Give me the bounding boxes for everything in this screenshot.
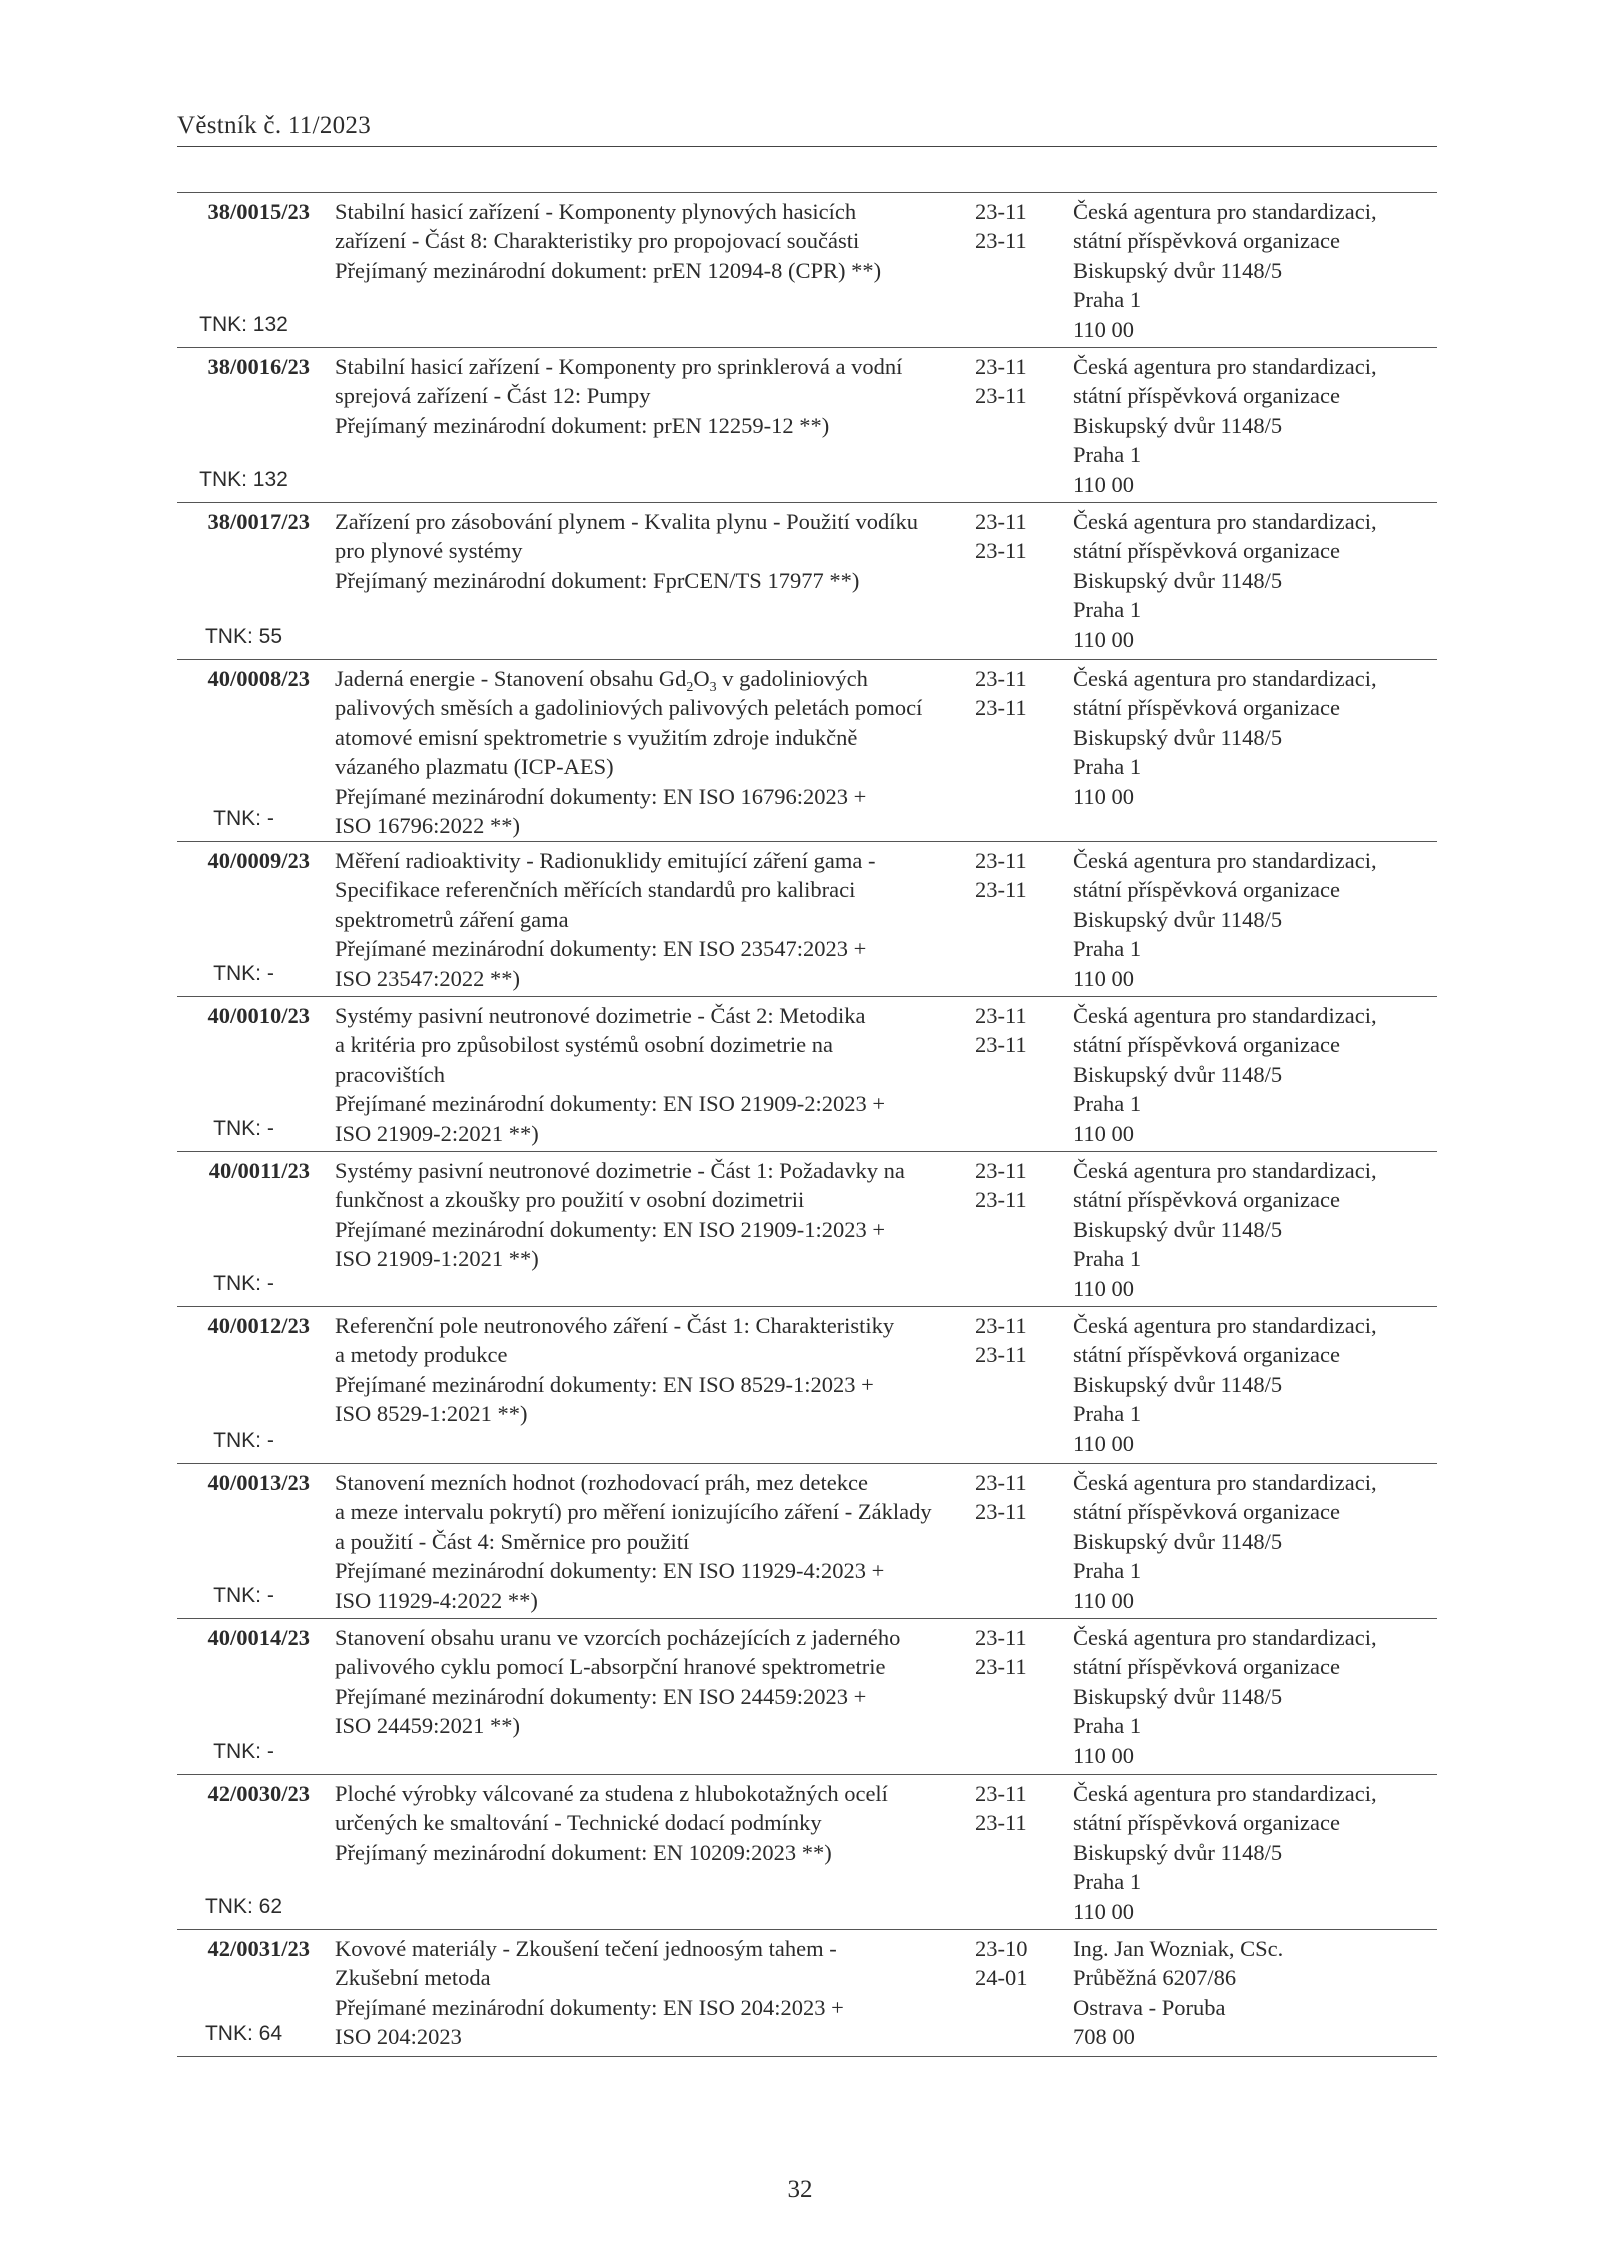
title-line: Přejímané mezinárodní dokumenty: EN ISO 16796:2023 + (335, 783, 867, 809)
code-cell (177, 352, 310, 502)
date-value: 23-11 (975, 1032, 1027, 1058)
dates-cell (966, 197, 1068, 347)
title-text-part: v gadoliniových (716, 666, 868, 691)
date-value: 23-11 (975, 1499, 1027, 1525)
address-line: státní příspěvková organizace (1073, 1342, 1340, 1368)
title-line: a kritéria pro způsobilost systémů osobní dozimetrie na (335, 1032, 834, 1058)
title-line: Přejímané mezinárodní dokumenty: EN ISO 24459:2023 + (335, 1683, 867, 1709)
code-cell (177, 1001, 310, 1151)
page-header-title: Věstník č. 11/2023 (177, 112, 372, 139)
tnk-label: TNK: - (213, 1428, 274, 1452)
date-value: 23-11 (975, 199, 1027, 224)
title-line: vázaného plazmatu (ICP-AES) (335, 754, 614, 780)
address-line: Česká agentura pro standardizaci, (1073, 1158, 1377, 1183)
title-line: Přejímané mezinárodní dokumenty: EN ISO 21909-1:2023 + (335, 1216, 886, 1242)
title-line: spektrometrů záření gama (335, 906, 569, 932)
dates-cell (966, 664, 1068, 841)
tnk-label: TNK: - (213, 1116, 274, 1140)
date-value: 23-11 (975, 1810, 1027, 1836)
address-line: Biskupský dvůr 1148/5 (1073, 1216, 1283, 1242)
tnk-label: TNK: - (213, 1739, 274, 1763)
title-cell (310, 1156, 966, 1306)
title-line: Ploché výrobky válcované za studena z hlubokotažných ocelí (335, 1781, 888, 1806)
address-line: státní příspěvková organizace (1073, 1810, 1340, 1836)
address-line: 110 00 (1073, 1742, 1135, 1768)
title-text-part: Jaderná energie - Stanovení obsahu Gd (335, 666, 687, 691)
date-value: 23-11 (975, 1625, 1027, 1650)
table-row (177, 503, 1437, 660)
date-value: 23-11 (975, 666, 1027, 691)
code-cell (177, 1623, 310, 1774)
address-line: státní příspěvková organizace (1073, 695, 1340, 721)
address-line: státní příspěvková organizace (1073, 1499, 1340, 1525)
address-line: Praha 1 (1073, 936, 1142, 962)
dates-cell (966, 507, 1068, 659)
address-line: Praha 1 (1073, 1869, 1142, 1895)
date-value: 23-11 (975, 877, 1027, 903)
title-line: ISO 204:2023 (335, 2024, 462, 2050)
address-line: státní příspěvková organizace (1073, 877, 1340, 903)
address-cell (1068, 846, 1437, 996)
date-value: 23-11 (975, 1158, 1027, 1183)
title-line: funkčnost a zkoušky pro použití v osobní dozimetrii (335, 1187, 805, 1213)
title-line: Kovové materiály - Zkoušení tečení jednoosým tahem - (335, 1936, 837, 1961)
title-line: sprejová zařízení - Část 12: Pumpy (335, 383, 651, 409)
title-line: Přejímané mezinárodní dokumenty: EN ISO 11929-4:2023 + (335, 1558, 885, 1584)
title-cell (310, 664, 966, 841)
address-line: Biskupský dvůr 1148/5 (1073, 257, 1283, 283)
table-row (177, 1307, 1437, 1464)
address-cell (1068, 1934, 1437, 2056)
address-line: státní příspěvková organizace (1073, 383, 1340, 409)
code-cell (177, 664, 310, 841)
title-line: ISO 23547:2022 **) (335, 965, 520, 991)
table-row (177, 1464, 1437, 1619)
code-cell (177, 1311, 310, 1463)
document-code: 40/0014/23 (207, 1625, 310, 1650)
address-line: státní příspěvková organizace (1073, 228, 1340, 254)
address-line: Česká agentura pro standardizaci, (1073, 848, 1377, 873)
address-line: 708 00 (1073, 2024, 1135, 2050)
address-line: 110 00 (1073, 783, 1135, 809)
tnk-label: TNK: 64 (204, 2021, 283, 2045)
document-code: 38/0016/23 (207, 354, 310, 379)
address-line: Praha 1 (1073, 1091, 1142, 1117)
code-cell (177, 1156, 310, 1306)
address-line: Biskupský dvůr 1148/5 (1073, 1061, 1283, 1087)
code-cell (177, 1779, 310, 1929)
address-line: Biskupský dvůr 1148/5 (1073, 724, 1283, 750)
title-line: Zkušební metoda (335, 1965, 491, 1991)
title-line: ISO 21909-2:2021 **) (335, 1120, 539, 1146)
table-row (177, 1775, 1437, 1930)
address-line: Praha 1 (1073, 1401, 1142, 1427)
document-code: 42/0030/23 (207, 1781, 310, 1806)
address-cell (1068, 352, 1437, 502)
title-line: Stabilní hasicí zařízení - Komponenty plynových hasicích (335, 199, 857, 224)
dates-cell (966, 1156, 1068, 1306)
date-value: 23-11 (975, 1187, 1027, 1213)
address-cell (1068, 507, 1437, 659)
title-line: palivového cyklu pomocí L-absorpční hranové spektrometrie (335, 1654, 886, 1680)
table-row (177, 1619, 1437, 1775)
title-cell (310, 846, 966, 996)
title-line: Specifikace referenčních měřících standardů pro kalibraci (335, 877, 856, 903)
title-line: pro plynové systémy (335, 538, 523, 564)
document-code: 40/0010/23 (207, 1003, 310, 1028)
title-line: ISO 16796:2022 **) (335, 813, 520, 839)
address-line: 110 00 (1073, 471, 1135, 497)
document-code: 40/0009/23 (207, 848, 310, 873)
address-cell (1068, 1468, 1437, 1618)
dates-cell (966, 1934, 1068, 2056)
title-line: Stabilní hasicí zařízení - Komponenty pro sprinklerová a vodní (335, 354, 903, 379)
address-line: Praha 1 (1073, 1558, 1142, 1584)
date-value: 23-11 (975, 1470, 1027, 1495)
tnk-label: TNK: - (213, 961, 274, 985)
address-line: státní příspěvková organizace (1073, 1187, 1340, 1213)
title-line: Přejímaný mezinárodní dokument: FprCEN/TS 17977 **) (335, 567, 860, 593)
date-value: 23-11 (975, 509, 1027, 534)
subscript-text: 3 (709, 680, 717, 695)
title-line: zařízení - Část 8: Charakteristiky pro propojovací součásti (335, 228, 860, 254)
address-line: Praha 1 (1073, 1246, 1142, 1272)
address-line: Česká agentura pro standardizaci, (1073, 199, 1377, 224)
date-value: 23-11 (975, 1003, 1027, 1028)
date-value: 23-10 (975, 1936, 1028, 1961)
address-line: Praha 1 (1073, 754, 1142, 780)
address-line: Praha 1 (1073, 442, 1142, 468)
address-line: 110 00 (1073, 316, 1135, 342)
title-text-part: O (693, 666, 710, 691)
header-divider (177, 146, 1437, 147)
address-line: 110 00 (1073, 1898, 1135, 1924)
title-cell (310, 507, 966, 659)
title-line: Přejímaný mezinárodní dokument: EN 10209:2023 **) (335, 1839, 832, 1865)
address-line: 110 00 (1073, 1430, 1135, 1456)
dates-cell (966, 1623, 1068, 1774)
table-row (177, 660, 1437, 842)
address-line: 110 00 (1073, 965, 1135, 991)
address-line: Česká agentura pro standardizaci, (1073, 666, 1377, 691)
date-value: 23-11 (975, 848, 1027, 873)
title-line: ISO 11929-4:2022 **) (335, 1587, 538, 1613)
title-cell (310, 1468, 966, 1618)
title-line: pracovištích (335, 1061, 445, 1087)
title-line: ISO 21909-1:2021 **) (335, 1246, 539, 1272)
dates-cell (966, 352, 1068, 502)
document-code: 38/0015/23 (207, 199, 310, 224)
document-code: 40/0013/23 (207, 1470, 310, 1495)
title-cell (310, 1623, 966, 1774)
address-line: Biskupský dvůr 1148/5 (1073, 1839, 1283, 1865)
dates-cell (966, 1001, 1068, 1151)
title-line (335, 664, 966, 693)
title-line: a metody produkce (335, 1342, 508, 1368)
title-line: Systémy pasivní neutronové dozimetrie - Část 1: Požadavky na (335, 1158, 905, 1183)
title-line: a meze intervalu pokrytí) pro měření ionizujícího záření - Základy (335, 1499, 932, 1525)
date-value: 23-11 (975, 1654, 1027, 1680)
title-line: určených ke smaltování - Technické dodací podmínky (335, 1810, 822, 1836)
dates-cell (966, 1779, 1068, 1929)
title-cell (310, 1779, 966, 1929)
title-line: palivových směsích a gadoliniových palivových peletách pomocí (335, 695, 923, 721)
address-cell (1068, 664, 1437, 841)
table-row (177, 842, 1437, 997)
tnk-label: TNK: 132 (199, 467, 288, 491)
address-line: Česká agentura pro standardizaci, (1073, 1781, 1377, 1806)
date-value: 23-11 (975, 354, 1027, 379)
address-line: Ing. Jan Wozniak, CSc. (1073, 1936, 1284, 1961)
address-line: Česká agentura pro standardizaci, (1073, 509, 1377, 534)
tnk-label: TNK: - (213, 1271, 274, 1295)
title-line: Stanovení obsahu uranu ve vzorcích pocházejících z jaderného (335, 1625, 901, 1650)
title-cell (310, 1001, 966, 1151)
table-row (177, 1930, 1437, 2057)
page-number: 32 (787, 2176, 813, 2203)
code-cell (177, 846, 310, 996)
dates-cell (966, 1468, 1068, 1618)
address-line: Ostrava - Poruba (1073, 1994, 1226, 2020)
address-line: Praha 1 (1073, 287, 1142, 313)
announcement-table (177, 192, 1437, 2057)
tnk-label: TNK: 55 (204, 624, 283, 648)
address-line: Česká agentura pro standardizaci, (1073, 1625, 1377, 1650)
address-cell (1068, 1623, 1437, 1774)
document-code: 40/0012/23 (207, 1313, 310, 1338)
address-line: 110 00 (1073, 1120, 1135, 1146)
document-code: 42/0031/23 (207, 1936, 310, 1961)
address-cell (1068, 1779, 1437, 1929)
title-line: Měření radioaktivity - Radionuklidy emitující záření gama - (335, 848, 876, 873)
title-line: Přejímané mezinárodní dokumenty: EN ISO 21909-2:2023 + (335, 1091, 886, 1117)
document-code: 38/0017/23 (207, 509, 310, 534)
address-cell (1068, 1311, 1437, 1463)
title-line: Přejímané mezinárodní dokumenty: EN ISO 23547:2023 + (335, 936, 867, 962)
title-line: Přejímané mezinárodní dokumenty: EN ISO 204:2023 + (335, 1994, 844, 2020)
title-cell (310, 197, 966, 347)
date-value: 23-11 (975, 383, 1027, 409)
address-line: Biskupský dvůr 1148/5 (1073, 567, 1283, 593)
address-line: Biskupský dvůr 1148/5 (1073, 412, 1283, 438)
date-value: 23-11 (975, 538, 1027, 564)
subscript-text: 2 (686, 680, 694, 695)
address-line: státní příspěvková organizace (1073, 1654, 1340, 1680)
tnk-label: TNK: 62 (204, 1894, 283, 1918)
address-line: Biskupský dvůr 1148/5 (1073, 1371, 1283, 1397)
address-line: Biskupský dvůr 1148/5 (1073, 1683, 1283, 1709)
address-line: Praha 1 (1073, 597, 1142, 623)
title-line: Referenční pole neutronového záření - Část 1: Charakteristiky (335, 1313, 895, 1338)
address-cell (1068, 1156, 1437, 1306)
dates-cell (966, 846, 1068, 996)
date-value: 23-11 (975, 1313, 1027, 1338)
code-cell (177, 197, 310, 347)
date-value: 23-11 (975, 695, 1027, 721)
title-line: ISO 24459:2021 **) (335, 1713, 520, 1739)
date-value: 24-01 (975, 1965, 1028, 1991)
title-line: Zařízení pro zásobování plynem - Kvalita plynu - Použití vodíku (335, 509, 918, 534)
title-cell (310, 1311, 966, 1463)
tnk-label: TNK: - (213, 1583, 274, 1607)
address-line: Česká agentura pro standardizaci, (1073, 354, 1377, 379)
table-row (177, 997, 1437, 1152)
title-line: Přejímaný mezinárodní dokument: prEN 12094-8 (CPR) **) (335, 257, 882, 283)
address-line: Průběžná 6207/86 (1073, 1965, 1237, 1991)
address-line: Biskupský dvůr 1148/5 (1073, 906, 1283, 932)
title-cell (310, 1934, 966, 2056)
address-line: 110 00 (1073, 1587, 1135, 1613)
table-row (177, 193, 1437, 348)
code-cell (177, 1468, 310, 1618)
address-cell (1068, 197, 1437, 347)
date-value: 23-11 (975, 1342, 1027, 1368)
address-line: Česká agentura pro standardizaci, (1073, 1470, 1377, 1495)
address-line: státní příspěvková organizace (1073, 1032, 1340, 1058)
address-cell (1068, 1001, 1437, 1151)
address-line: Biskupský dvůr 1148/5 (1073, 1528, 1283, 1554)
title-line: ISO 8529-1:2021 **) (335, 1401, 528, 1427)
date-value: 23-11 (975, 228, 1027, 254)
date-value: 23-11 (975, 1781, 1027, 1806)
document-code: 40/0011/23 (208, 1158, 310, 1183)
document-code: 40/0008/23 (207, 666, 310, 691)
code-cell (177, 507, 310, 659)
tnk-label: TNK: - (213, 806, 274, 830)
title-cell (310, 352, 966, 502)
address-line: 110 00 (1073, 1275, 1135, 1301)
title-line: Stanovení mezních hodnot (rozhodovací práh, mez detekce (335, 1470, 868, 1495)
title-line: Přejímané mezinárodní dokumenty: EN ISO 8529-1:2023 + (335, 1371, 874, 1397)
address-line: Praha 1 (1073, 1713, 1142, 1739)
address-line: Česká agentura pro standardizaci, (1073, 1003, 1377, 1028)
tnk-label: TNK: 132 (199, 312, 288, 336)
code-cell (177, 1934, 310, 2056)
table-row (177, 348, 1437, 503)
address-line: 110 00 (1073, 626, 1135, 652)
table-row (177, 1152, 1437, 1307)
title-line: atomové emisní spektrometrie s využitím zdroje indukčně (335, 724, 858, 750)
dates-cell (966, 1311, 1068, 1463)
address-line: Česká agentura pro standardizaci, (1073, 1313, 1377, 1338)
title-line: a použití - Část 4: Směrnice pro použití (335, 1528, 690, 1554)
title-line: Přejímaný mezinárodní dokument: prEN 12259-12 **) (335, 412, 830, 438)
address-line: státní příspěvková organizace (1073, 538, 1340, 564)
title-line: Systémy pasivní neutronové dozimetrie - Část 2: Metodika (335, 1003, 866, 1028)
